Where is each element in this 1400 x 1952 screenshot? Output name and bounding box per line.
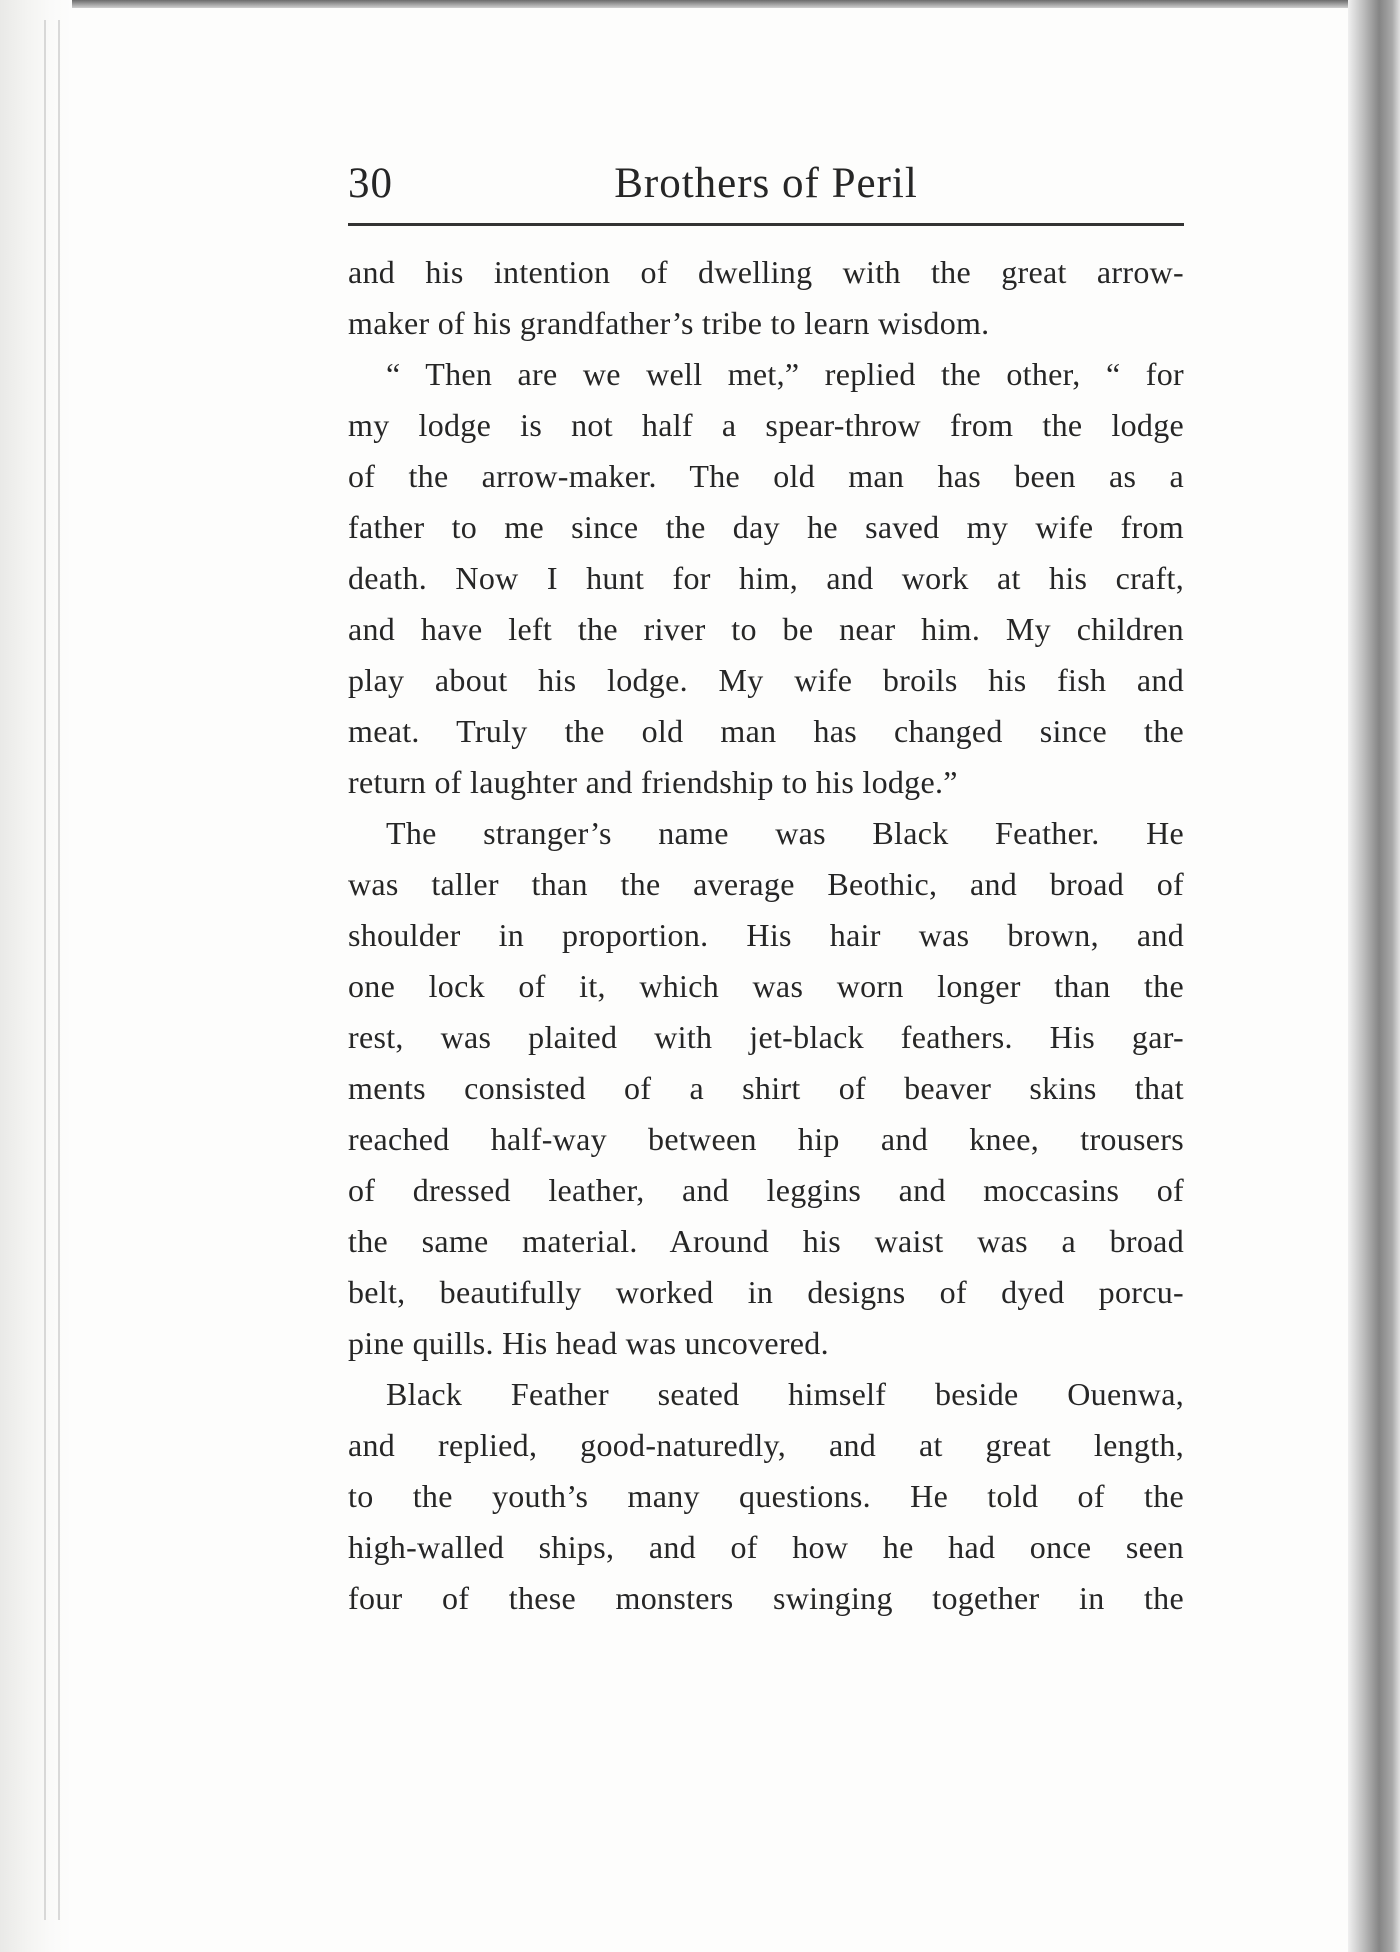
text-line: high-walled ships, and of how he had once seen — [348, 1529, 1184, 1565]
running-head — [348, 152, 1184, 216]
text-line: the same material. Around his waist was a broad — [348, 1223, 1184, 1259]
page-right-edge-shadow — [1348, 0, 1400, 1952]
text-line: was taller than the average Beothic, and broad of — [348, 866, 1184, 902]
page-left-edge — [0, 0, 72, 1952]
text-line: death. Now I hunt for him, and work at his craft, — [348, 560, 1184, 596]
scan-top-edge — [0, 0, 1400, 8]
header-rule — [348, 223, 1184, 226]
text-line: ments consisted of a shirt of beaver skins that — [348, 1070, 1184, 1106]
text-line: meat. Truly the old man has changed since the — [348, 713, 1184, 749]
text-line: rest, was plaited with jet-black feathers. His gar- — [348, 1019, 1184, 1055]
text-line: and his intention of dwelling with the great arrow- — [348, 254, 1184, 290]
text-line: belt, beautifully worked in designs of dyed porcu- — [348, 1274, 1184, 1310]
text-line: shoulder in proportion. His hair was brown, and — [348, 917, 1184, 953]
text-line: one lock of it, which was worn longer than the — [348, 968, 1184, 1004]
text-line: and replied, good-naturedly, and at great length, — [348, 1427, 1184, 1463]
text-line: and have left the river to be near him. My children — [348, 611, 1184, 647]
text-line: four of these monsters swinging together in the — [348, 1580, 1184, 1616]
running-title: Brothers of Peril — [614, 160, 918, 207]
text-line: reached half-way between hip and knee, trousers — [348, 1121, 1184, 1157]
text-line: of the arrow-maker. The old man has been as a — [348, 458, 1184, 494]
page-number: 30 — [348, 160, 393, 207]
text-line: my lodge is not half a spear-throw from the lodge — [348, 407, 1184, 443]
text-line: return of laughter and friendship to his lodge.” — [348, 764, 958, 800]
text-line: Black Feather seated himself beside Ouenwa, — [386, 1376, 1184, 1412]
body-text — [348, 247, 1184, 1624]
text-line: The stranger’s name was Black Feather. He — [386, 815, 1184, 851]
text-line: of dressed leather, and leggins and moccasins of — [348, 1172, 1184, 1208]
text-line: father to me since the day he saved my wife from — [348, 509, 1184, 545]
text-line: play about his lodge. My wife broils his fish and — [348, 662, 1184, 698]
text-line: pine quills. His head was uncovered. — [348, 1325, 829, 1361]
text-line: to the youth’s many questions. He told of the — [348, 1478, 1184, 1514]
text-line: maker of his grandfather’s tribe to learn wisdom. — [348, 305, 990, 341]
text-line: “ Then are we well met,” replied the other, “ for — [386, 356, 1184, 392]
